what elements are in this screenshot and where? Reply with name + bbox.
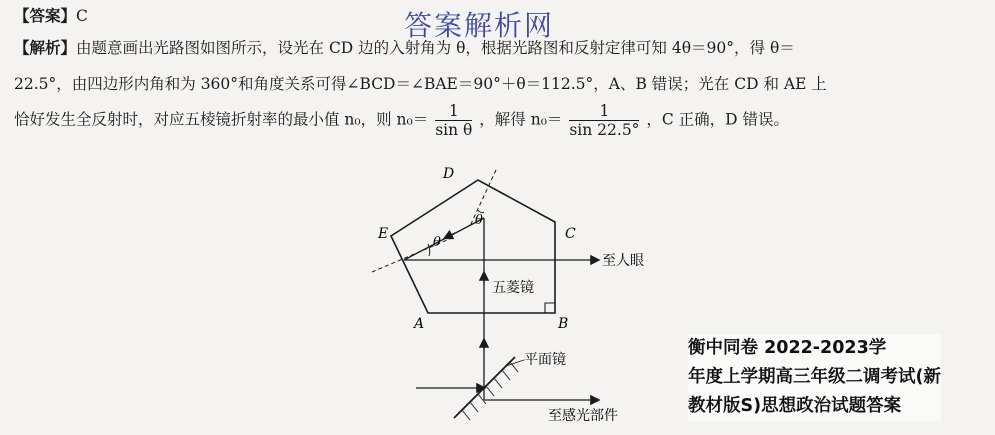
- theta-label-left: θ: [433, 235, 441, 250]
- right-angle-mark: [545, 303, 555, 313]
- to-eye-label: 至人眼: [602, 253, 644, 269]
- vertex-label-d: D: [443, 166, 455, 182]
- caption-box: [688, 334, 941, 421]
- reflected-ray: [404, 218, 484, 260]
- ray-arrow-3: [445, 233, 455, 238]
- fraction-2-numerator: 1: [569, 102, 639, 121]
- prism-label: 五菱镜: [492, 280, 534, 296]
- theta-label-top: θ: [475, 213, 483, 228]
- vertex-label-b: B: [558, 316, 569, 332]
- analysis-tag: 【解析】: [14, 38, 77, 57]
- to-sensor-label: 至感光部件: [548, 408, 618, 424]
- mirror-label: 平面镜: [524, 352, 566, 368]
- caption-line-3: 教材版S)思想政治试题答案: [688, 396, 902, 416]
- fraction-1-denominator: sin θ: [435, 121, 473, 139]
- vertex-label-c: C: [565, 226, 576, 242]
- analysis-text-1: 由题意画出光路图如图所示，设光在 CD 边的入射角为 θ，根据光路图和反射定律可知 4θ＝90°，得 θ＝: [76, 39, 795, 57]
- vertex-label-e: E: [378, 226, 389, 242]
- fraction-1-numerator: 1: [435, 102, 472, 121]
- watermark-logo: 答案解析网: [404, 9, 555, 42]
- caption-line-2: 年度上学期高三年级二调考试(新: [688, 367, 941, 387]
- mirror-hatching: [462, 362, 518, 420]
- theta-arc-left: [428, 244, 430, 256]
- analysis-text-3b: ，解得 n₀＝: [479, 110, 563, 129]
- fraction-2-denominator: sin 22.5°: [569, 121, 640, 139]
- analysis-text-2: 22.5°，由四边形内角和为 360°和角度关系可得∠BCD＝∠BAE＝90°＋θ＝112.5°，A、B 错误；光在 CD 和 AE 上: [14, 75, 827, 93]
- answer-tag: 【答案】: [14, 6, 77, 25]
- analysis-text-3c: ，C 正确，D 错误。: [646, 110, 790, 129]
- vertex-label-a: A: [414, 316, 425, 332]
- caption-line-1: 衡中同卷 2022-2023学: [688, 338, 887, 358]
- normal-cd: [470, 170, 496, 226]
- analysis-text-3a: 恰好发生全反射时，对应五棱镜折射率的最小值 n₀，则 n₀＝: [14, 110, 429, 129]
- answer-value: C: [76, 7, 88, 25]
